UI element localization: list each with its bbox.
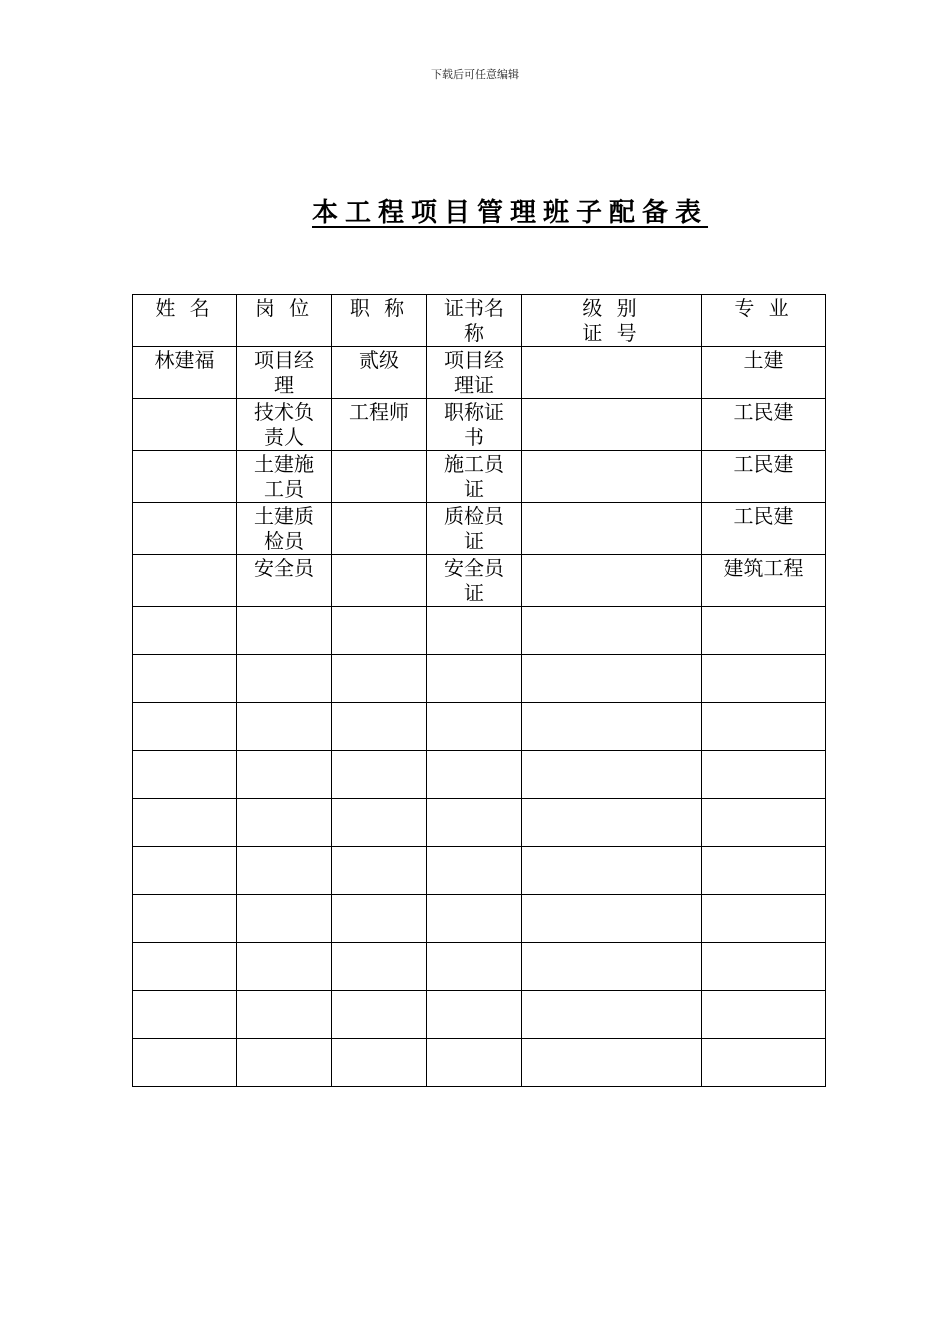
table-row [133, 751, 826, 799]
cell-grade-number [522, 991, 702, 1039]
cell-position [237, 655, 332, 703]
cell-title [332, 847, 427, 895]
cell-grade-number [522, 555, 702, 607]
header-grade-number: 级 别 证 号 [522, 295, 702, 347]
cell-title [332, 799, 427, 847]
cell-name [133, 751, 237, 799]
cell-position [237, 991, 332, 1039]
cell-title [332, 607, 427, 655]
cell-title [332, 655, 427, 703]
cell-grade-number [522, 347, 702, 399]
cell-certificate [427, 895, 522, 943]
cell-title [332, 943, 427, 991]
cell-position: 安全员 [237, 555, 332, 607]
table-row [133, 555, 826, 607]
cell-name [133, 451, 237, 503]
cell-certificate [427, 655, 522, 703]
cell-position: 土建施工员 [237, 451, 332, 503]
cell-certificate: 职称证书 [427, 399, 522, 451]
cell-specialty [702, 655, 826, 703]
cell-certificate [427, 1039, 522, 1087]
cell-certificate: 质检员证 [427, 503, 522, 555]
cell-position [237, 847, 332, 895]
cell-name [133, 991, 237, 1039]
cell-position [237, 799, 332, 847]
cell-position [237, 751, 332, 799]
cell-position: 项目经理 [237, 347, 332, 399]
cell-certificate: 安全员证 [427, 555, 522, 607]
document-title: 本工程项目管理班子配备表 [312, 198, 709, 228]
cell-name [133, 1039, 237, 1087]
cell-certificate: 施工员证 [427, 451, 522, 503]
cell-position [237, 607, 332, 655]
header-specialty: 专 业 [702, 295, 826, 347]
cell-name [133, 895, 237, 943]
cell-title [332, 751, 427, 799]
cell-grade-number [522, 847, 702, 895]
cell-grade-number [522, 751, 702, 799]
header-position: 岗 位 [237, 295, 332, 347]
cell-grade-number [522, 451, 702, 503]
cell-position [237, 895, 332, 943]
cell-specialty [702, 607, 826, 655]
cell-title [332, 1039, 427, 1087]
cell-specialty [702, 751, 826, 799]
cell-grade-number [522, 607, 702, 655]
table-row [133, 703, 826, 751]
staffing-table [132, 294, 826, 1087]
table-row [133, 347, 826, 399]
cell-name [133, 847, 237, 895]
cell-grade-number [522, 943, 702, 991]
cell-specialty [702, 943, 826, 991]
cell-position: 土建质检员 [237, 503, 332, 555]
table-row [133, 607, 826, 655]
cell-specialty: 工民建 [702, 451, 826, 503]
cell-title [332, 503, 427, 555]
cell-title [332, 451, 427, 503]
cell-position [237, 943, 332, 991]
table-row [133, 655, 826, 703]
cell-grade-number [522, 799, 702, 847]
cell-specialty [702, 1039, 826, 1087]
cell-grade-number [522, 1039, 702, 1087]
cell-certificate [427, 751, 522, 799]
table-row [133, 451, 826, 503]
header-name: 姓 名 [133, 295, 237, 347]
cell-certificate [427, 607, 522, 655]
cell-specialty [702, 895, 826, 943]
cell-grade-number [522, 703, 702, 751]
cell-position [237, 703, 332, 751]
cell-name: 林建福 [133, 347, 237, 399]
cell-name [133, 943, 237, 991]
cell-specialty: 工民建 [702, 503, 826, 555]
table-row [133, 1039, 826, 1087]
cell-name [133, 703, 237, 751]
cell-specialty [702, 991, 826, 1039]
header-certificate: 证书名称 [427, 295, 522, 347]
table-row [133, 943, 826, 991]
header-title: 职 称 [332, 295, 427, 347]
cell-specialty: 工民建 [702, 399, 826, 451]
cell-title: 工程师 [332, 399, 427, 451]
cell-name [133, 399, 237, 451]
table-row [133, 399, 826, 451]
cell-title: 贰级 [332, 347, 427, 399]
cell-specialty [702, 799, 826, 847]
cell-certificate [427, 991, 522, 1039]
table-header-row [133, 295, 826, 347]
cell-title [332, 703, 427, 751]
cell-name [133, 655, 237, 703]
cell-title [332, 555, 427, 607]
cell-certificate [427, 799, 522, 847]
cell-position [237, 1039, 332, 1087]
cell-name [133, 799, 237, 847]
cell-specialty [702, 703, 826, 751]
table-row [133, 503, 826, 555]
cell-specialty: 建筑工程 [702, 555, 826, 607]
cell-name [133, 555, 237, 607]
table-row [133, 847, 826, 895]
header-note: 下载后可任意编辑 [431, 68, 519, 81]
cell-name [133, 607, 237, 655]
cell-grade-number [522, 895, 702, 943]
cell-specialty [702, 847, 826, 895]
cell-title [332, 895, 427, 943]
cell-certificate: 项目经理证 [427, 347, 522, 399]
cell-name [133, 503, 237, 555]
table-row [133, 799, 826, 847]
cell-certificate [427, 703, 522, 751]
cell-title [332, 991, 427, 1039]
cell-grade-number [522, 655, 702, 703]
cell-certificate [427, 943, 522, 991]
cell-certificate [427, 847, 522, 895]
cell-position: 技术负责人 [237, 399, 332, 451]
cell-grade-number [522, 503, 702, 555]
cell-specialty: 土建 [702, 347, 826, 399]
table-row [133, 991, 826, 1039]
table-row [133, 895, 826, 943]
cell-grade-number [522, 399, 702, 451]
